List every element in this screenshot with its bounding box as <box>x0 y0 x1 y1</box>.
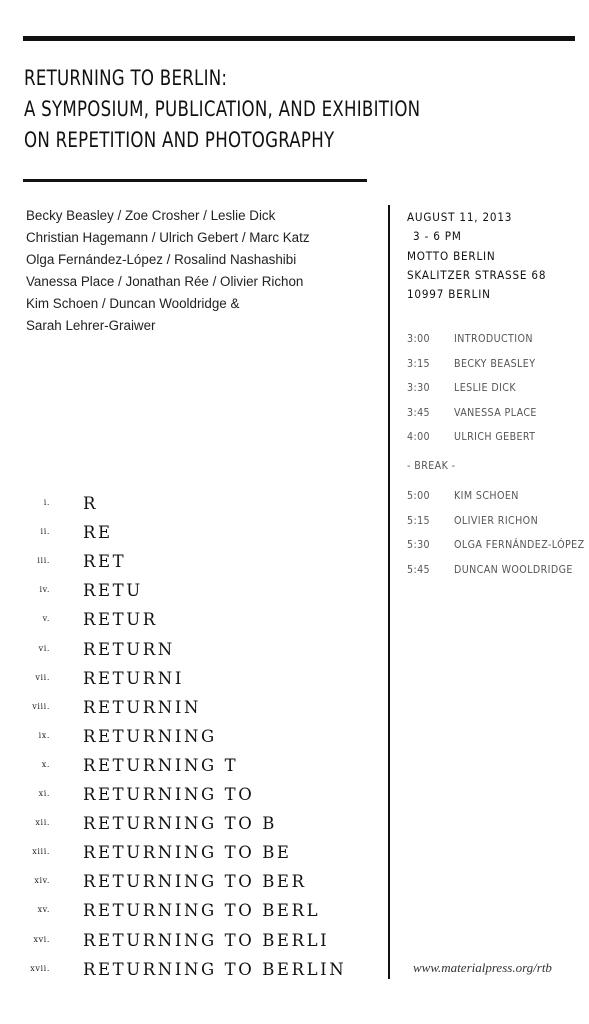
sequence-line <box>0 610 380 639</box>
sequence-number: xvi. <box>33 934 50 944</box>
sequence-line <box>0 669 380 698</box>
sequence-number: xiii. <box>32 847 50 857</box>
poster-title <box>24 63 420 156</box>
sequence-number: xvii. <box>30 963 50 973</box>
sequence-text: RETUR <box>83 610 158 630</box>
participants-line: Olga Fernández-López / Rosalind Nashashibi <box>26 252 297 267</box>
sequence-text: RET <box>83 552 127 572</box>
sequence-text: RE <box>83 523 113 543</box>
sequence-text: R <box>83 494 99 513</box>
sequence-number: ix. <box>38 730 50 740</box>
schedule-row <box>407 407 537 432</box>
top-rule <box>23 36 575 41</box>
sequence-number: ii. <box>40 527 50 537</box>
schedule-item: VANESSA PLACE <box>454 406 537 419</box>
column-divider <box>388 205 390 979</box>
event-details <box>407 208 546 304</box>
schedule-time: 5:45 <box>407 563 430 576</box>
sequence-number: vi. <box>38 643 50 653</box>
event-street: SKALITZER STRASSE 68 <box>407 267 547 282</box>
sequence-number: xv. <box>37 905 50 915</box>
sequence-line <box>0 581 380 610</box>
website-link[interactable]: www.materialpress.org/rtb <box>413 960 552 975</box>
sequence-line <box>0 931 380 960</box>
event-time: 3 - 6 PM <box>413 229 462 244</box>
sequence-number: xiv. <box>34 876 50 886</box>
sequence-number: iii. <box>37 556 50 566</box>
title-line: A SYMPOSIUM, PUBLICATION, AND EXHIBITION <box>24 97 421 122</box>
schedule-item: BECKY BEASLEY <box>454 357 536 370</box>
schedule-time: 5:15 <box>407 514 430 527</box>
sequence-line <box>0 901 380 930</box>
sequence-text: RETURNING TO B <box>83 814 277 834</box>
participants-line: Vanessa Place / Jonathan Rée / Olivier Richon <box>26 274 304 289</box>
sequence-line <box>0 814 380 843</box>
sequence-text: RETURNING TO BERLI <box>83 930 330 950</box>
sequence-number: v. <box>42 614 50 624</box>
participants-line: Kim Schoen / Duncan Wooldridge & <box>26 296 240 311</box>
sequence-text: RETURNIN <box>83 697 201 717</box>
schedule-item: LESLIE DICK <box>454 382 516 395</box>
sequence-number: vii. <box>35 672 50 682</box>
schedule-row <box>407 539 585 564</box>
sequence-line <box>0 523 380 552</box>
schedule-item: OLIVIER RICHON <box>454 514 539 527</box>
participants-list <box>26 205 371 337</box>
sequence-line <box>0 698 380 727</box>
participants-line: Sarah Lehrer-Graiwer <box>26 318 156 333</box>
sequence-text: RETURNING TO BER <box>83 872 307 892</box>
schedule-row <box>407 382 537 407</box>
sequence-line <box>0 872 380 901</box>
sequence-text: RETURNING TO <box>83 785 255 804</box>
sequence-number: xi. <box>38 789 50 798</box>
sequence-line <box>0 960 380 989</box>
schedule-row <box>407 564 585 589</box>
event-date: AUGUST 11, 2013 <box>407 210 513 224</box>
schedule-item: DUNCAN WOOLDRIDGE <box>454 563 573 576</box>
schedule-item: INTRODUCTION <box>454 333 533 345</box>
sequence-text: RETURNING T <box>83 755 239 775</box>
sequence-line <box>0 756 380 785</box>
schedule-item: KIM SCHOEN <box>454 490 519 502</box>
schedule-time: 4:00 <box>407 431 430 444</box>
schedule-row <box>407 515 585 540</box>
event-city: 10997 BERLIN <box>407 287 491 302</box>
sequence-text: RETURNING TO BE <box>83 843 292 863</box>
title-underline <box>23 179 367 182</box>
sequence-text: RETURN <box>83 639 175 659</box>
sequence-text: RETU <box>83 581 143 601</box>
schedule-part-1 <box>407 333 537 456</box>
schedule-item: OLGA FERNÁNDEZ-LÓPEZ <box>454 539 585 552</box>
sequence-number: i. <box>43 498 50 507</box>
sequence-number: x. <box>41 759 50 769</box>
schedule-time: 3:15 <box>407 357 430 370</box>
participants-line: Christian Hagemann / Ulrich Gebert / Marc Katz <box>26 230 310 245</box>
sequence-number: xii. <box>35 818 50 828</box>
sequence-text: RETURNI <box>83 668 184 688</box>
title-line: ON REPETITION AND PHOTOGRAPHY <box>24 128 335 153</box>
break-label: - BREAK - <box>407 460 456 472</box>
sequence-text: RETURNING TO BERLIN <box>83 959 347 979</box>
schedule-time: 3:45 <box>407 406 430 419</box>
title-line: RETURNING TO BERLIN: <box>24 66 228 91</box>
schedule-time: 3:30 <box>407 382 430 395</box>
sequence-number: iv. <box>39 585 50 595</box>
participants-line: Becky Beasley / Zoe Crosher / Leslie Dick <box>26 208 276 223</box>
event-venue: MOTTO BERLIN <box>407 248 496 263</box>
sequence-line <box>0 727 380 756</box>
sequence-number: viii. <box>32 701 50 711</box>
schedule-time: 3:00 <box>407 333 430 345</box>
schedule-part-2 <box>407 490 585 588</box>
schedule-row <box>407 431 537 456</box>
sequence-text: RETURNING TO BERL <box>83 901 321 921</box>
sequence-line <box>0 785 380 814</box>
schedule-item: ULRICH GEBERT <box>454 431 536 444</box>
schedule-row <box>407 490 585 515</box>
schedule-row <box>407 333 537 358</box>
schedule-row <box>407 358 537 383</box>
sequence-line <box>0 640 380 669</box>
sequence-text: RETURNING <box>83 726 217 746</box>
schedule-time: 5:00 <box>407 490 430 502</box>
sequence-line <box>0 494 380 523</box>
sequence-line <box>0 552 380 581</box>
sequence-line <box>0 843 380 872</box>
schedule-time: 5:30 <box>407 539 430 552</box>
